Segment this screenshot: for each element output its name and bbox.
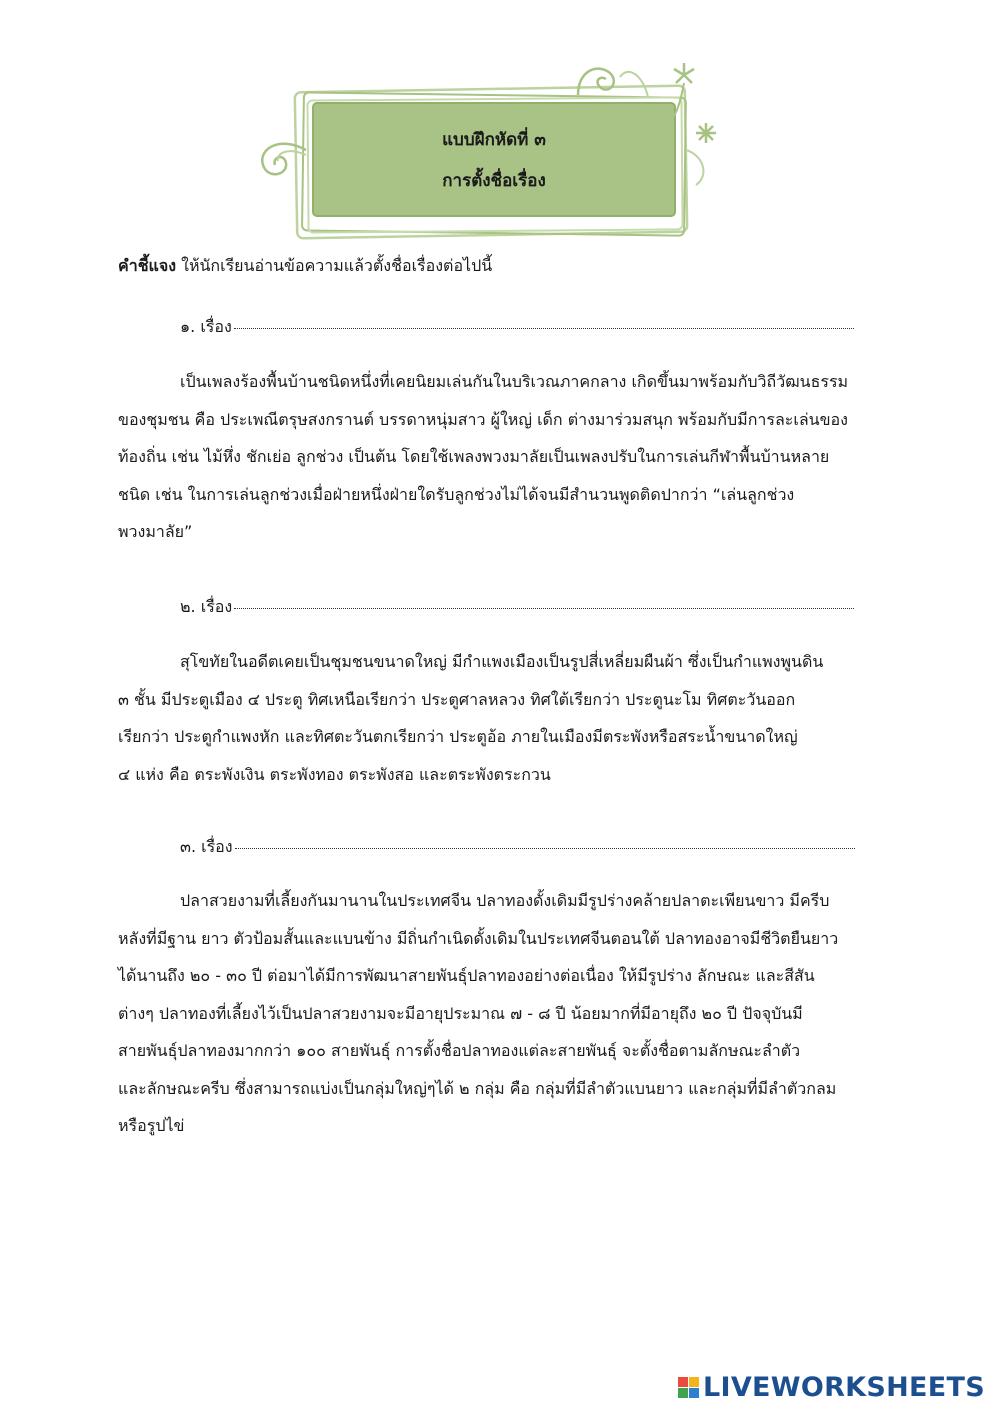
item-2-heading-label: ๒. เรื่อง [180,597,233,616]
passage-line: ได้นานถึง ๒๐ - ๓๐ ปี ต่อมาได้มีการพัฒนาสายพันธุ์ปลาทองอย่างต่อเนื่อง ให้มีรูปร่าง ลักษณะ และสีสัน [118,966,815,985]
item-2-passage [118,643,878,793]
item-1-passage [118,363,878,551]
item-1-heading-label: ๑. เรื่อง [180,317,232,336]
item-3-heading [180,835,855,860]
passage-line: ปลาสวยงามที่เลี้ยงกันมานานในประเทศจีน ปลาทองดั้งเดิมมีรูปร่างคล้ายปลาตะเพียนขาว มีครีบ [180,891,830,910]
passage-line: ต่างๆ ปลาทองที่เลี้ยงไว้เป็นปลาสวยงามจะมีอายุประมาณ ๗ - ๘ ปี น้อยมากที่มีอายุถึง ๒๐ ปี ปัจจุบันมี [118,1003,803,1023]
passage-line: เรียกว่า ประตูกำแพงหัก และทิศตะวันตกเรียกว่า ประตูอ้อ ภายในเมืองมีตระพังหรือสระน้ำขนาดใหญ่ [118,727,798,746]
instruction [118,254,492,279]
item-2-title-answer-line[interactable] [234,607,854,609]
passage-line: ของชุมชน คือ ประเพณีตรุษสงกรานต์ บรรดาหนุ่มสาว ผู้ใหญ่ เด็ก ต่างมาร่วมสนุก พร้อมกับมีการละเล่นของ [118,409,848,429]
brand-name: LIVEWORKSHEETS [702,1372,985,1403]
instruction-label: คำชี้แจง [118,256,177,275]
item-2-heading [180,595,854,620]
item-1-heading [180,315,854,340]
worksheet-subtitle: การตั้งชื่อเรื่อง [442,170,546,191]
passage-line: เป็นเพลงร้องพื้นบ้านชนิดหนึ่งที่เคยนิยมเล่นกันในบริเวณภาคกลาง เกิดขึ้นมาพร้อมกับวิถีวัฒนธรรม [180,372,849,391]
passage-line: ชนิด เช่น ในการเล่นลูกช่วงเมื่อฝ่ายหนึ่งฝ่ายใดรับลูกช่วงไม่ได้จนมีสำนวนพูดติดปากว่า “เล่นลูกช่วง [118,484,795,504]
item-3-passage [118,882,878,1145]
passage-line: หรือรูปไข่ [118,1116,185,1135]
item-1-title-answer-line[interactable] [234,327,854,329]
passage-line: สุโขทัยในอดีตเคยเป็นชุมชนขนาดใหญ่ มีกำแพงเมืองเป็นรูปสี่เหลี่ยมผืนผ้า ซึ่งเป็นกำแพงพูนดิน [180,652,824,671]
title-box [313,103,675,216]
passage-line: พวงมาลัย” [118,522,193,541]
instruction-text: ให้นักเรียนอ่านข้อความแล้วตั้งชื่อเรื่องต่อไปนี้ [176,256,493,275]
passage-line: ๔ แห่ง คือ ตระพังเงิน ตระพังทอง ตระพังสอ และตระพังตระกวน [118,764,551,784]
item-3-heading-label: ๓. เรื่อง [180,837,233,856]
passage-line: ๓ ชั้น มีประตูเมือง ๔ ประตู ทิศเหนือเรียกว่า ประตูศาลหลวง ทิศใต้เรียกว่า ประตูนะโม ทิศตะวันออก [118,689,796,709]
passage-line: หลังที่มีฐาน ยาว ตัวป้อมสั้นและแบนข้าง มีถิ่นกำเนิดดั้งเดิมในประเทศจีนตอนใต้ ปลาทองอาจมีชีวิตยืนยาว [118,928,839,948]
item-3-title-answer-line[interactable] [235,847,855,849]
passage-line: ท้องถิ่น เช่น ไม้หึ่ง ชักเย่อ ลูกช่วง เป็นต้น โดยใช้เพลงพวงมาลัยเป็นเพลงปรับในการเล่นกีฬาพื้นบ้านหลาย [118,447,830,466]
passage-line: สายพันธุ์ปลาทองมากกว่า ๑๐๐ สายพันธุ์ การตั้งชื่อปลาทองแต่ละสายพันธุ์ จะตั้งชื่อตามลักษณะลำตัว [118,1041,801,1060]
passage-line: และลักษณะครีบ ซึ่งสามารถแบ่งเป็นกลุ่มใหญ่ๆได้ ๒ กลุ่ม คือ กลุ่มที่มีลำตัวแบนยาว และกลุ่มที่มีลำตัวกลม [118,1078,837,1098]
worksheet-title: แบบฝึกหัดที่ ๓ [442,129,546,150]
liveworksheets-logo-icon [678,1377,699,1398]
footer-branding [678,1372,985,1403]
